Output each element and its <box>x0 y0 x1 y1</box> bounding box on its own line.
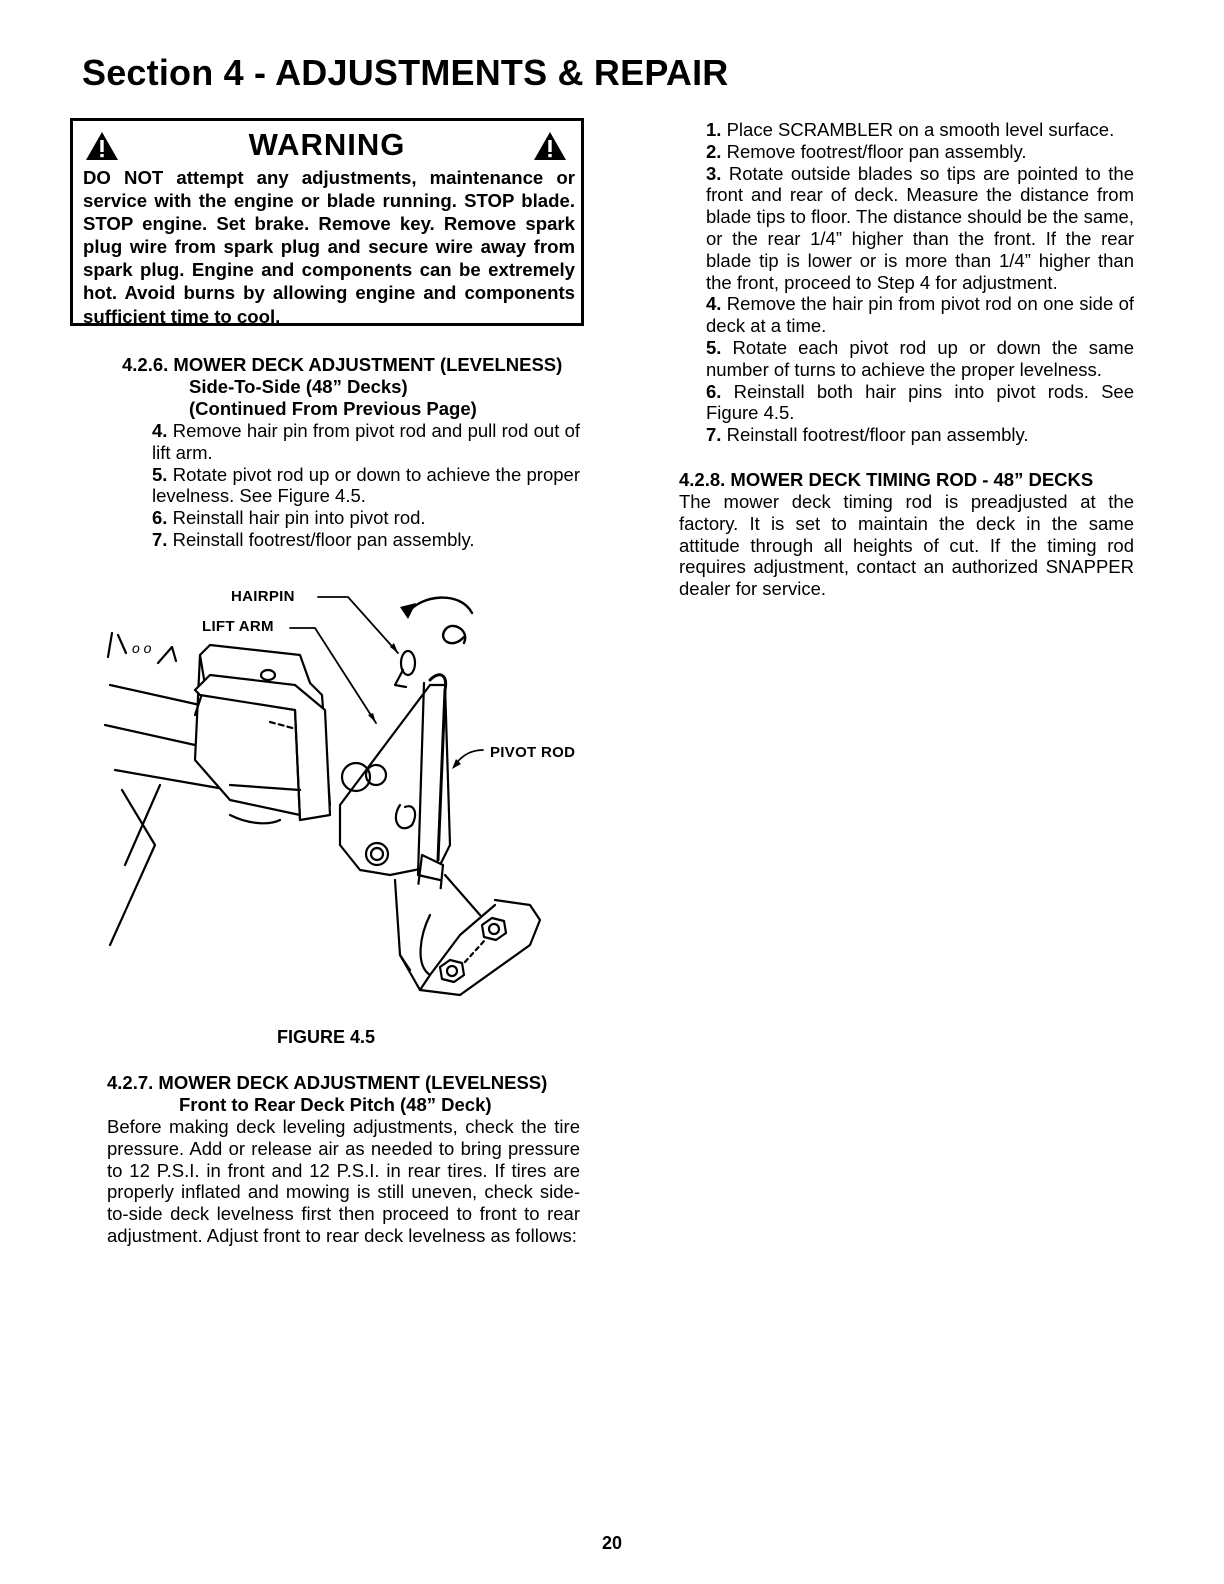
section-4-2-7-body: Before making deck leveling adjustments, check the tire pressure. Add or release air as needed to bring pressure to 12 P.S.I. in front and 12 P.S.I. in rear tires. If tires are properly inflated and mowing is still uneven, check side-to-side deck levelness first then proceed to front to rear adjustment. Adjust front to rear deck levelness as follows: <box>107 1116 580 1246</box>
list-item: 3. Rotate outside blades so tips are pointed to the front and rear of deck. Measure the distance from blade tips to floor. The distance should be the same, or the rear 1/4” higher than the front. If the rear blade tip is lower or is more than 1/4” higher than the front, proceed to Step 4 for adjustment. <box>706 162 1135 293</box>
figure-4-5-illustration <box>100 575 590 1015</box>
section-4-2-8-body: The mower deck timing rod is preadjusted at the factory. It is set to maintain the deck in the same attitude through all heights of cut. If the timing rod requires adjustment, contact an authorized SNAPPER dealer for service. <box>679 491 1134 600</box>
list-item: 7. Reinstall footrest/floor pan assembly. <box>706 424 1029 446</box>
front-rear-steps <box>706 119 1134 446</box>
list-item: 4. Remove the hair pin from pivot rod on one side of deck at a time. <box>706 293 1135 337</box>
section-4-2-6-steps <box>152 420 580 551</box>
section-4-2-7-subheading: Front to Rear Deck Pitch (48” Deck) <box>179 1094 492 1115</box>
lift-arm-callout: LIFT ARM <box>202 618 274 635</box>
figure-caption: FIGURE 4.5 <box>277 1027 376 1047</box>
warning-title: WARNING <box>248 127 406 162</box>
page-number: 20 <box>601 1533 623 1553</box>
section-4-2-8-heading: 4.2.8. MOWER DECK TIMING ROD - 48” DECKS <box>679 469 1094 490</box>
section-4-2-6-subheading: Side-To-Side (48” Decks) <box>189 376 408 397</box>
warning-box <box>70 118 584 326</box>
list-item: 4. Remove hair pin from pivot rod and pull rod out of lift arm. <box>152 420 581 463</box>
list-item: 1. Place SCRAMBLER on a smooth level surface. <box>706 119 1115 140</box>
list-item: 7. Reinstall footrest/floor pan assembly. <box>152 528 475 550</box>
warning-text: DO NOT attempt any adjustments, maintenance or service with the engine or blade running. STOP blade. STOP engine. Set brake. Remove key. Remove spark plug wire from spark plug and secure wire away from spark plug. Engine and components can be extremely hot. Avoid burns by allowing engine and components sufficient time to cool. <box>83 167 575 327</box>
section-4-2-6-heading: 4.2.6. MOWER DECK ADJUSTMENT (LEVELNESS) <box>122 354 563 375</box>
hairpin-callout: HAIRPIN <box>231 588 295 605</box>
list-item: 2. Remove footrest/floor pan assembly. <box>706 140 1027 162</box>
warning-triangle-icon <box>533 131 567 161</box>
section-4-2-7-heading: 4.2.7. MOWER DECK ADJUSTMENT (LEVELNESS) <box>107 1072 548 1093</box>
list-item: 5. Rotate pivot rod up or down to achieve the proper levelness. See Figure 4.5. <box>152 463 580 507</box>
section-4-2-6-continued: (Continued From Previous Page) <box>189 398 477 419</box>
pivot-rod-callout: PIVOT ROD <box>490 744 576 761</box>
list-item: 6. Reinstall hair pin into pivot rod. <box>152 507 426 529</box>
section-title: Section 4 - ADJUSTMENTS & REPAIR <box>82 52 729 93</box>
list-item: 5. Rotate each pivot rod up or down the same number of turns to achieve the proper levelness. <box>706 336 1134 380</box>
svg-text:o o: o o <box>132 640 152 656</box>
list-item: 6. Reinstall both hair pins into pivot rods. See Figure 4.5. <box>706 380 1134 424</box>
